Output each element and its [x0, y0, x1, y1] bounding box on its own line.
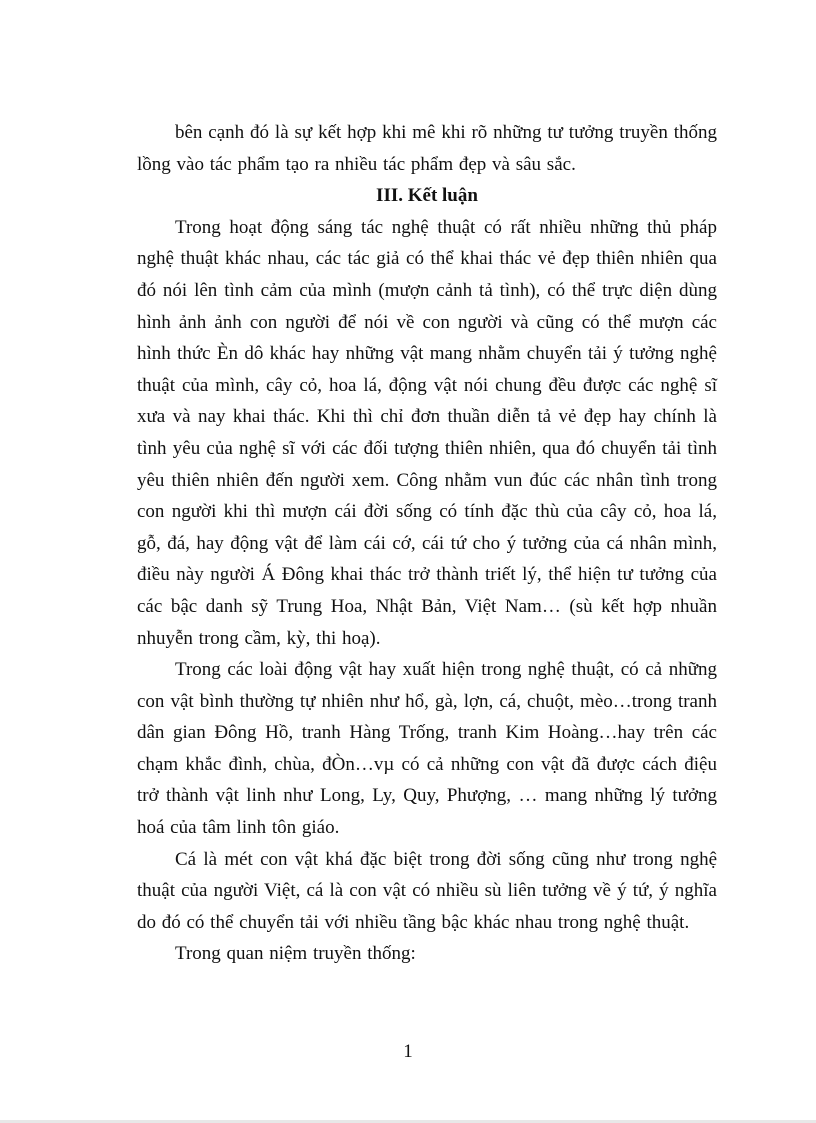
page-number: 1: [403, 1041, 413, 1062]
paragraph-1: Trong hoạt động sáng tác nghệ thuật có rất nhiều những thủ pháp nghệ thuật khác nhau, các tác giả có thể khai thác vẻ đẹp thiên nhiên qua đó nói lên tình cảm của mình (mượn cảnh tả tình), có thể trực diện dùng hình ảnh ảnh con người để nói về con người và cũng có thể mượn các hình thức Èn dô khác hay những vật mang nhằm chuyển tải ý tưởng nghệ thuật của mình, cây cỏ, hoa lá, động vật nói chung đều được các nghệ sĩ xưa và nay khai thác. Khi thì chỉ đơn thuần diễn tả vẻ đẹp hay chính là tình yêu của nghệ sĩ với các đối tượng thiên nhiên, qua đó chuyển tải tình yêu thiên nhiên đến người xem. Công nhằm vun đúc các nhân tình trong con người khi thì mượn cái đời sống có tính đặc thù của cây cỏ, hoa lá, gỗ, đá, hay động vật để làm cái cớ, cái tứ cho ý tưởng của cá nhân mình, điều này người Á Đông khai thác trở thành triết lý, thể hiện tư tưởng của các bậc danh sỹ Trung Hoa, Nhật Bản, Việt Nam… (sù kết hợp nhuần nhuyễn trong cầm, kỳ, thi hoạ).: [137, 216, 717, 649]
paragraph-3: Cá là mét con vật khá đặc biệt trong đời sống cũng như trong nghệ thuật của người Việt, cá là con vật có nhiều sù liên tưởng về ý tứ, ý nghĩa do đó có thể chuyển tải với nhiều tầng bậc khác nhau trong nghệ thuật.: [137, 848, 717, 933]
section-heading: III. Kết luận: [376, 185, 478, 207]
paragraph-4: Trong quan niệm truyền thống:: [175, 943, 416, 965]
paragraph-2: Trong các loài động vật hay xuất hiện trong nghệ thuật, có cả những con vật bình thường tự nhiên như hổ, gà, lợn, cá, chuột, mèo…trong tranh dân gian Đông Hồ, tranh Hàng Trống, tranh Kim Hoàng…hay trên các chạm khắc đình, chùa, đÒn…vµ có cả những con vật đã được cách điệu trở thành vật linh như Long, Ly, Quy, Phượng, … mang những lý tưởng hoá của tâm linh tôn giáo.: [137, 659, 717, 839]
paragraph-continued: bên cạnh đó là sự kết hợp khi mê khi rõ những tư tưởng truyền thống lồng vào tác phẩm tạo ra nhiều tác phẩm đẹp và sâu sắc.: [137, 122, 717, 175]
document-body: [137, 117, 717, 970]
